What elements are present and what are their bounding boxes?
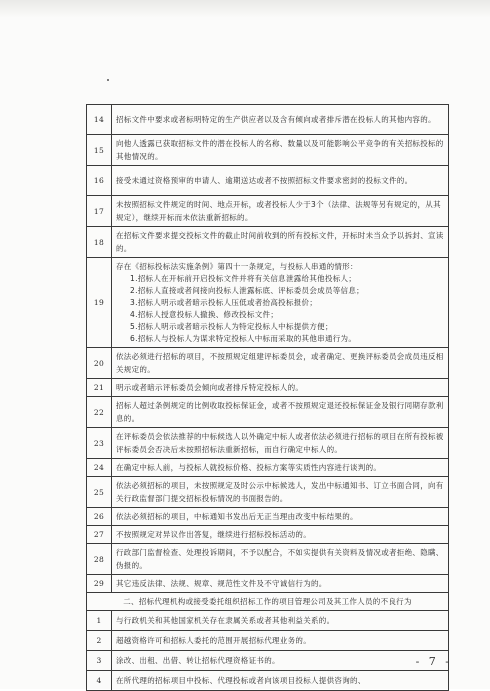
table-row xyxy=(87,105,449,135)
table-row xyxy=(87,166,449,196)
table-row xyxy=(87,348,449,379)
row-text: 依法必须进行招标的项目，不按照规定组建评标委员会，或者确定、更换评标委员会成员违反相关规定的。 xyxy=(112,348,449,379)
row-number: 17 xyxy=(87,196,112,227)
table-row xyxy=(87,575,449,593)
list-item: 3.招标人明示或者暗示投标人压低或者抬高投标报价； xyxy=(130,298,318,307)
table-row xyxy=(87,135,449,166)
section-title: 二、招标代理机构或接受委托组织招标工作的项目管理公司及其工作人员的不良行为 xyxy=(87,593,449,611)
row-number: 28 xyxy=(87,544,112,575)
scan-speck xyxy=(107,79,109,81)
table-row xyxy=(87,477,449,508)
table-row xyxy=(87,631,449,651)
row-number: 22 xyxy=(87,397,112,428)
table-row xyxy=(87,397,449,428)
row-text: 接受未通过资格预审的申请人、逾期送达或者不按照招标文件要求密封的投标文件的。 xyxy=(112,166,449,196)
row-text: 在招标文件要求提交投标文件的截止时间前收到的所有投标文件，开标时未当众予以拆封、宣读的。 xyxy=(112,227,449,258)
collusion-list xyxy=(116,273,444,345)
misconduct-table xyxy=(86,104,449,691)
row-number: 21 xyxy=(87,379,112,397)
row-text: 在所代理的招标项目中投标、代理投标或者向该项目投标人提供咨询的、 xyxy=(112,671,449,691)
list-item: 5.招标人明示或者暗示投标人为特定投标人中标提供方便； xyxy=(130,322,333,331)
table-row xyxy=(87,671,449,691)
row-text: 依法必须招标的项目，未按照规定及时公示中标候选人，发出中标通知书、订立书面合同，向有关行政监督部门提交招标投标情况的书面报告的。 xyxy=(112,477,449,508)
row-number: 15 xyxy=(87,135,112,166)
table-row xyxy=(87,258,449,348)
row-number: 24 xyxy=(87,459,112,477)
row-text: 在确定中标人前，与投标人就投标价格、投标方案等实质性内容进行谈判的。 xyxy=(112,459,449,477)
row-number: 14 xyxy=(87,105,112,135)
row-text: 未按照招标文件规定的时间、地点开标，或者投标人少于3个（法律、法规等另有规定的，从其规定），继续开标而未依法重新招标的。 xyxy=(112,196,449,227)
row-text: 涂改、出租、出借、转让招标代理资格证书的。 xyxy=(112,651,449,671)
scan-shadow xyxy=(0,0,490,18)
row-text: 向他人透露已获取招标文件的潜在投标人的名称、数量以及可能影响公平竞争的有关招标投标的其他情况的。 xyxy=(112,135,449,166)
table-row xyxy=(87,508,449,526)
table-row xyxy=(87,227,449,258)
row-number: 1 xyxy=(87,611,112,631)
row-text: 超越资格许可和招标人委托的范围开展招标代理业务的。 xyxy=(112,631,449,651)
row-text: 在评标委员会依法推荐的中标候选人以外确定中标人或者依法必须进行招标的项目在所有投标被评标委员会否决后未按照招标法重新招标，而自行确定中标人的。 xyxy=(112,428,449,459)
row-number: 27 xyxy=(87,526,112,544)
list-item: 2.招标人直接或者间接向投标人泄露标底、评标委员会成员等信息； xyxy=(130,286,364,295)
row-text: 行政部门监督检查、处理投诉期间，不予以配合，不如实提供有关资料及情况或者拒绝、隐瞒、伪报的。 xyxy=(112,544,449,575)
table-row xyxy=(87,651,449,671)
row-number: 16 xyxy=(87,166,112,196)
row-number: 19 xyxy=(87,258,112,348)
row-text: 招标文件中要求或者标明特定的生产供应者以及含有倾向或者排斥潜在投标人的其他内容的。 xyxy=(112,105,449,135)
row-text: 与行政机关和其他国家机关存在隶属关系或者其他利益关系的。 xyxy=(112,611,449,631)
row-number: 20 xyxy=(87,348,112,379)
section-title-row xyxy=(87,593,449,611)
row-number: 18 xyxy=(87,227,112,258)
row-number: 2 xyxy=(87,631,112,651)
row-text: 依法必须招标的项目，中标通知书发出后无正当理由改变中标结果的。 xyxy=(112,508,449,526)
table-row xyxy=(87,526,449,544)
page-number: - 7 - xyxy=(415,655,452,668)
list-item: 1.招标人在开标前开启投标文件并将有关信息泄露给其他投标人； xyxy=(130,274,357,283)
row-text xyxy=(112,258,449,348)
row-text: 招标人超过条例规定的比例收取投标保证金，或者不按照规定退还投标保证金及银行同期存款利息的。 xyxy=(112,397,449,428)
row-number: 26 xyxy=(87,508,112,526)
table-row xyxy=(87,459,449,477)
row-number: 23 xyxy=(87,428,112,459)
list-item: 4.招标人授意投标人撤换、修改投标文件； xyxy=(130,310,279,319)
row-number: 4 xyxy=(87,671,112,691)
row-number: 3 xyxy=(87,651,112,671)
table-row xyxy=(87,544,449,575)
list-item: 6.招标人与投标人为谋求特定投标人中标而采取的其他串通行为。 xyxy=(130,334,357,343)
row-text: 明示或者暗示评标委员会倾向或者排斥特定投标人的。 xyxy=(112,379,449,397)
table-row xyxy=(87,428,449,459)
table-row xyxy=(87,611,449,631)
row-number: 29 xyxy=(87,575,112,593)
row-number: 25 xyxy=(87,477,112,508)
row-text: 其它违反法律、法规、规章、规范性文件及不守诚信行为的。 xyxy=(112,575,449,593)
row-text: 不按照规定对异议作出答复，继续进行招标投标活动的。 xyxy=(112,526,449,544)
row19-intro: 存在《招标投标法实施条例》第四十一条规定，与投标人串通的情形： xyxy=(116,262,358,271)
table-row xyxy=(87,196,449,227)
table-row xyxy=(87,379,449,397)
